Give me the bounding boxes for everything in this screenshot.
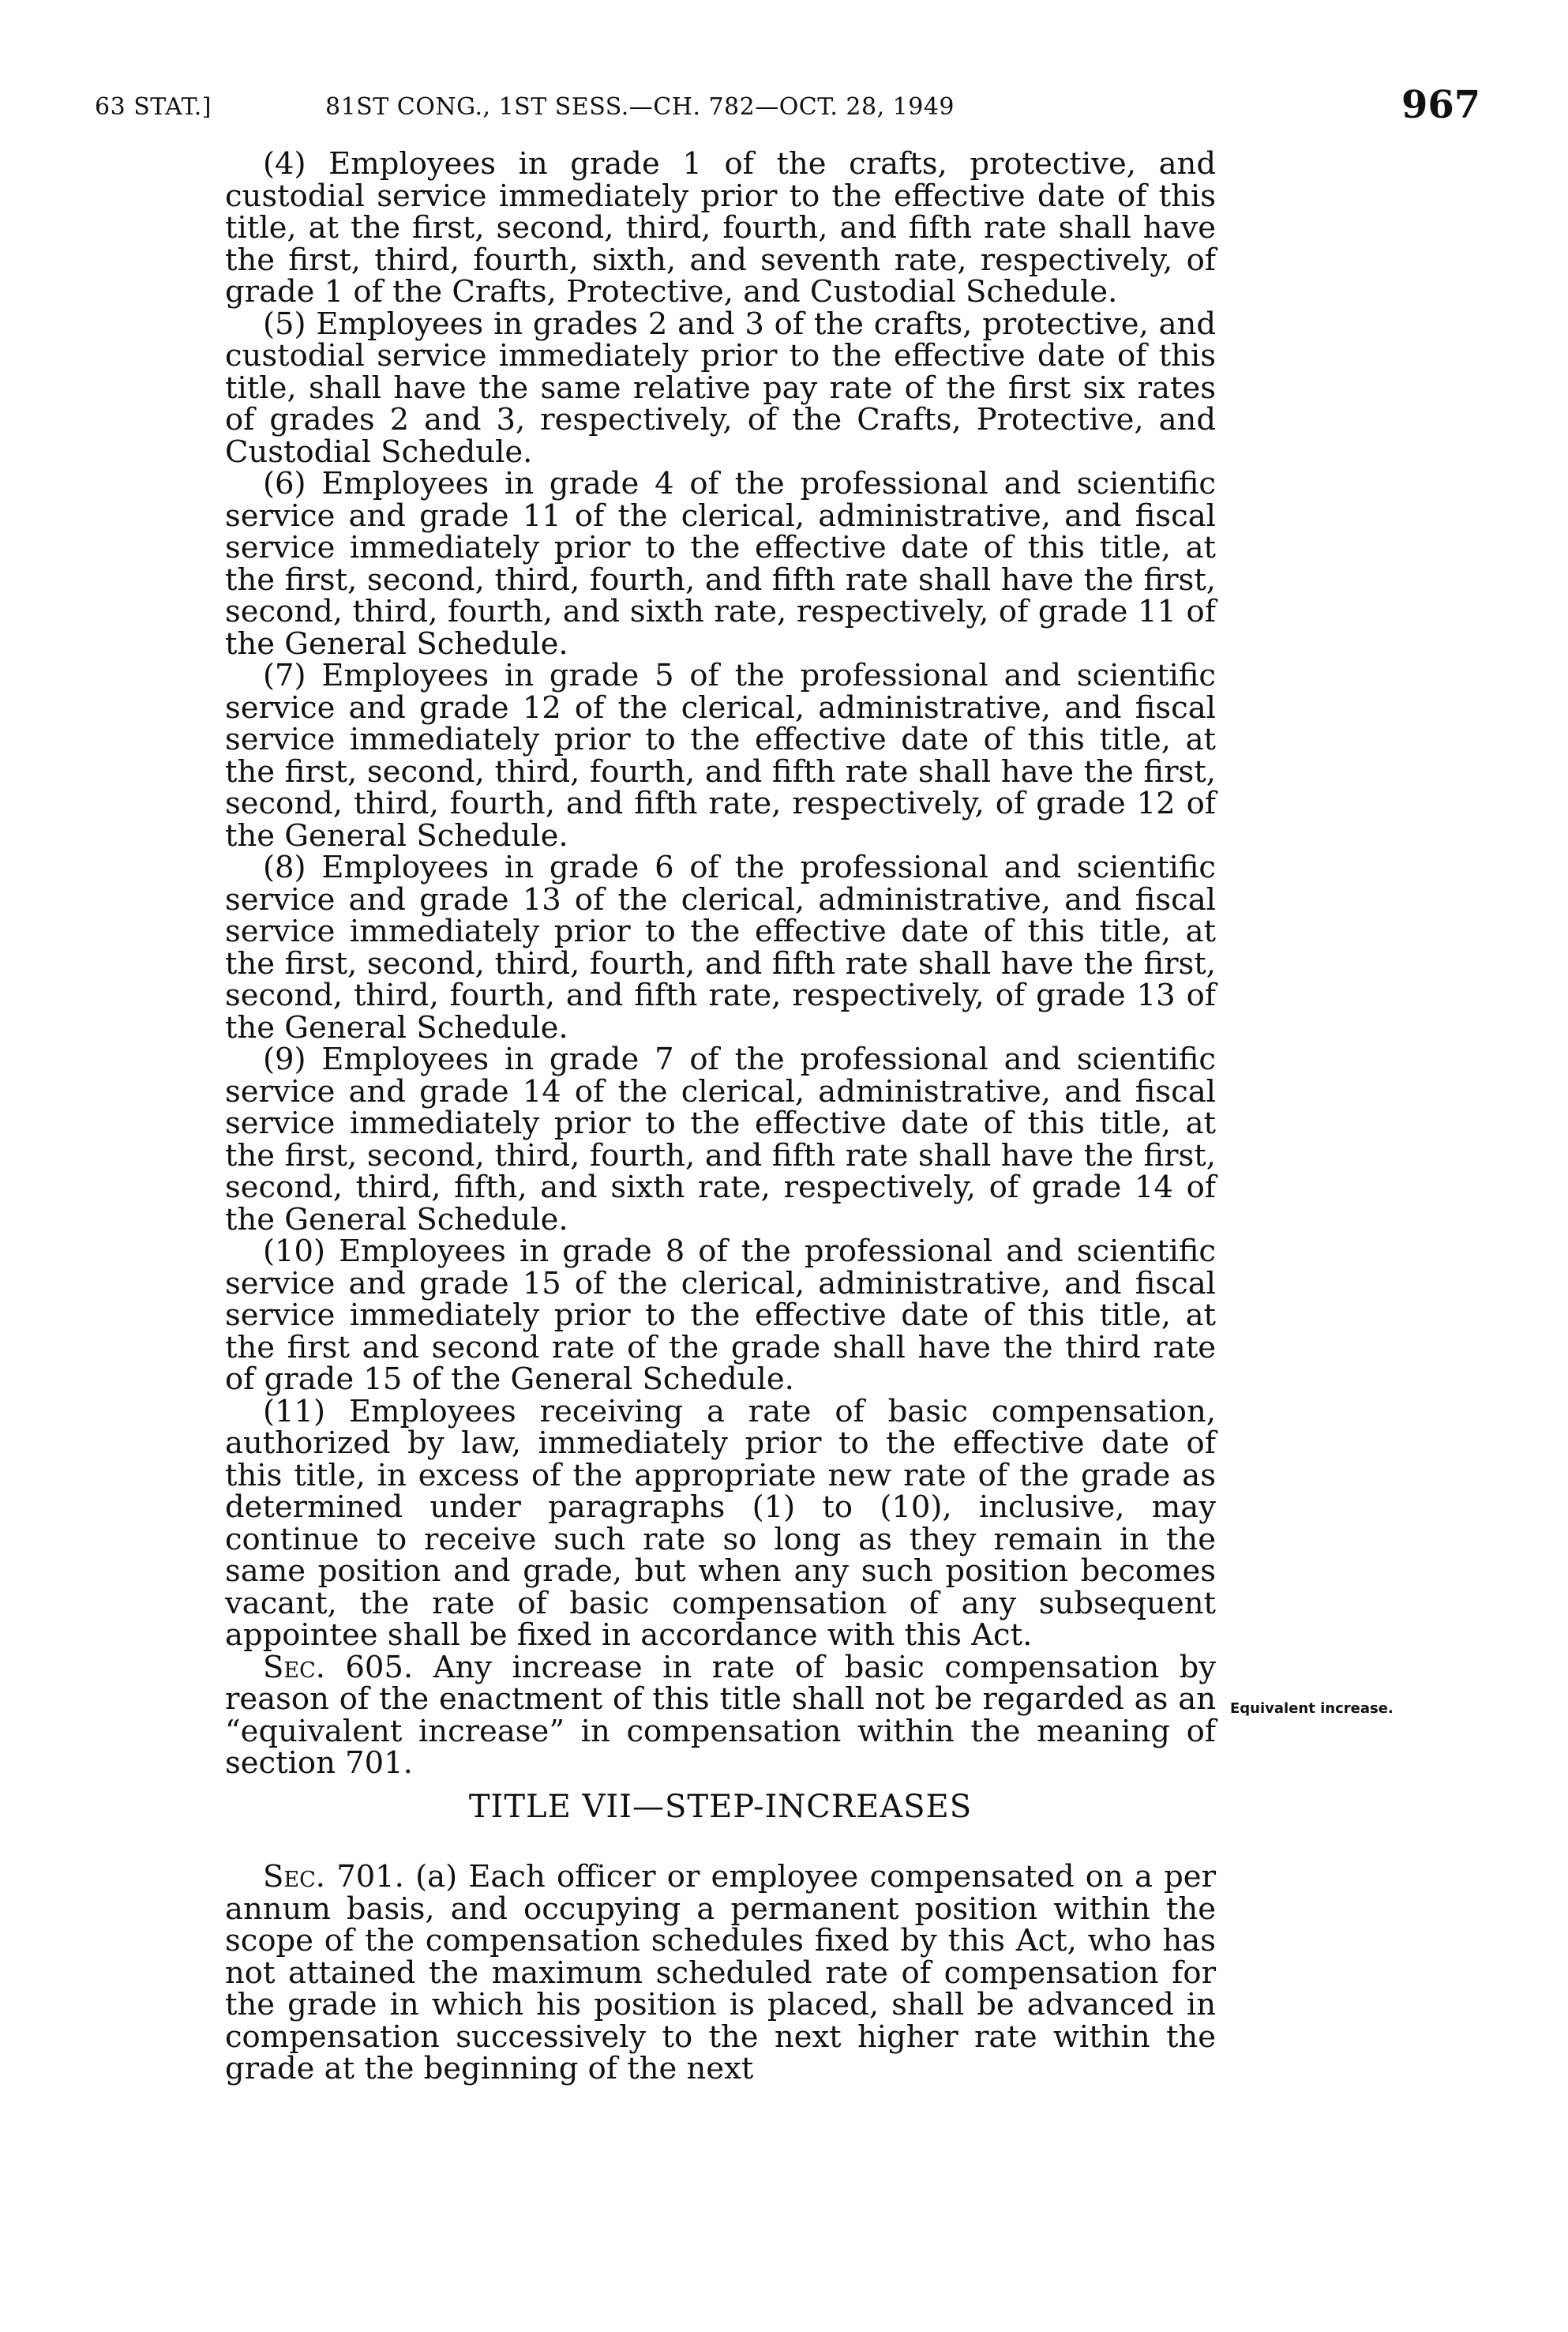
paragraph-9: (9) Employees in grade 7 of the professional and scientific service and grade 14 of the clerical, administrative, and fiscal service immediately prior to the effective date of this title, at the first, second, third, fourth, and fifth rate shall have the first, second, third, fifth, and sixth rate, respectively, of grade 14 of the General Schedule. — [225, 1042, 1216, 1237]
section-605-text: 605. Any increase in rate of basic compensation by reason of the enactment of this title shall not be regarded as an “equivalent increase” in compensation within the meaning of section 701. — [225, 1649, 1216, 1781]
paragraph-6: (6) Employees in grade 4 of the professional and scientific service and grade 11 of the clerical, administrative, and fiscal service immediately prior to the effective date of this title, at the first, second, third, fourth, and fifth rate shall have the first, second, third, fourth, and sixth rate, respectively, of grade 11 of the General Schedule. — [225, 466, 1216, 662]
paragraph-10: (10) Employees in grade 8 of the professional and scientific service and grade 15 of the clerical, administrative, and fiscal service immediately prior to the effective date of this title, at the first and second rate of the grade shall have the third rate of grade 15 of the General Schedule. — [225, 1234, 1216, 1397]
body-text — [225, 148, 1216, 1780]
header-statute-ref: 63 STAT.] — [95, 93, 212, 121]
paragraph-11: (11) Employees receiving a rate of basic compensation, authorized by law, immediately prior to the effective date of this title, in excess of the appropriate new rate of the grade as determined under paragraphs (1) to (10), inclusive, may continue to receive such rate so long as they remain in the same position and grade, but when any such position becomes vacant, the rate of basic compensation of any subsequent appointee shall be fixed in accordance with this Act. — [225, 1393, 1216, 1653]
paragraph-5: (5) Employees in grades 2 and 3 of the crafts, protective, and custodial service immediately prior to the effective date of this title, shall have the same relative pay rate of the first six rates of grades 2 and 3, respectively, of the Crafts, Protective, and Custodial Schedule. — [225, 306, 1216, 470]
section-701-block — [225, 1861, 1216, 2086]
paragraph-8: (8) Employees in grade 6 of the professional and scientific service and grade 13 of the clerical, administrative, and fiscal service immediately prior to the effective date of this title, at the first, second, third, fourth, and fifth rate shall have the first, second, third, fourth, and fifth rate, respectively, of grade 13 of the General Schedule. — [225, 850, 1216, 1046]
title-heading: TITLE VII—STEP-INCREASES — [468, 1789, 973, 1825]
section-label: Sec. — [263, 1859, 325, 1895]
paragraph-7: (7) Employees in grade 5 of the professional and scientific service and grade 12 of the clerical, administrative, and fiscal service immediately prior to the effective date of this title, at the first, second, third, fourth, and fifth rate shall have the first, second, third, fourth, and fifth rate, respectively, of grade 12 of the General Schedule. — [225, 658, 1216, 854]
page-number: 967 — [1401, 83, 1481, 127]
section-701 — [225, 1861, 1216, 2086]
section-701-text: 701. (a) Each officer or employee compensated on a per annum basis, and occupying a permanent position within the scope of the compensation schedules fixed by this Act, who has not attained the maximum scheduled rate of compensation for the grade in which his position is placed, shall be advanced in compensation successively to the next higher rate within the grade at the beginning of the next — [225, 1859, 1216, 2086]
section-label: Sec. — [263, 1649, 325, 1685]
paragraph-4: (4) Employees in grade 1 of the crafts, protective, and custodial service immediately prior to the effective date of this title, at the first, second, third, fourth, and fifth rate shall have the first, third, fourth, sixth, and seventh rate, respectively, of grade 1 of the Crafts, Protective, and Custodial Schedule. — [225, 146, 1216, 310]
section-605 — [225, 1649, 1216, 1781]
header-congress-session: 81ST CONG., 1ST SESS.—CH. 782—OCT. 28, 1949 — [325, 93, 955, 121]
margin-note-equivalent-increase: Equivalent increase. — [1230, 1700, 1394, 1717]
